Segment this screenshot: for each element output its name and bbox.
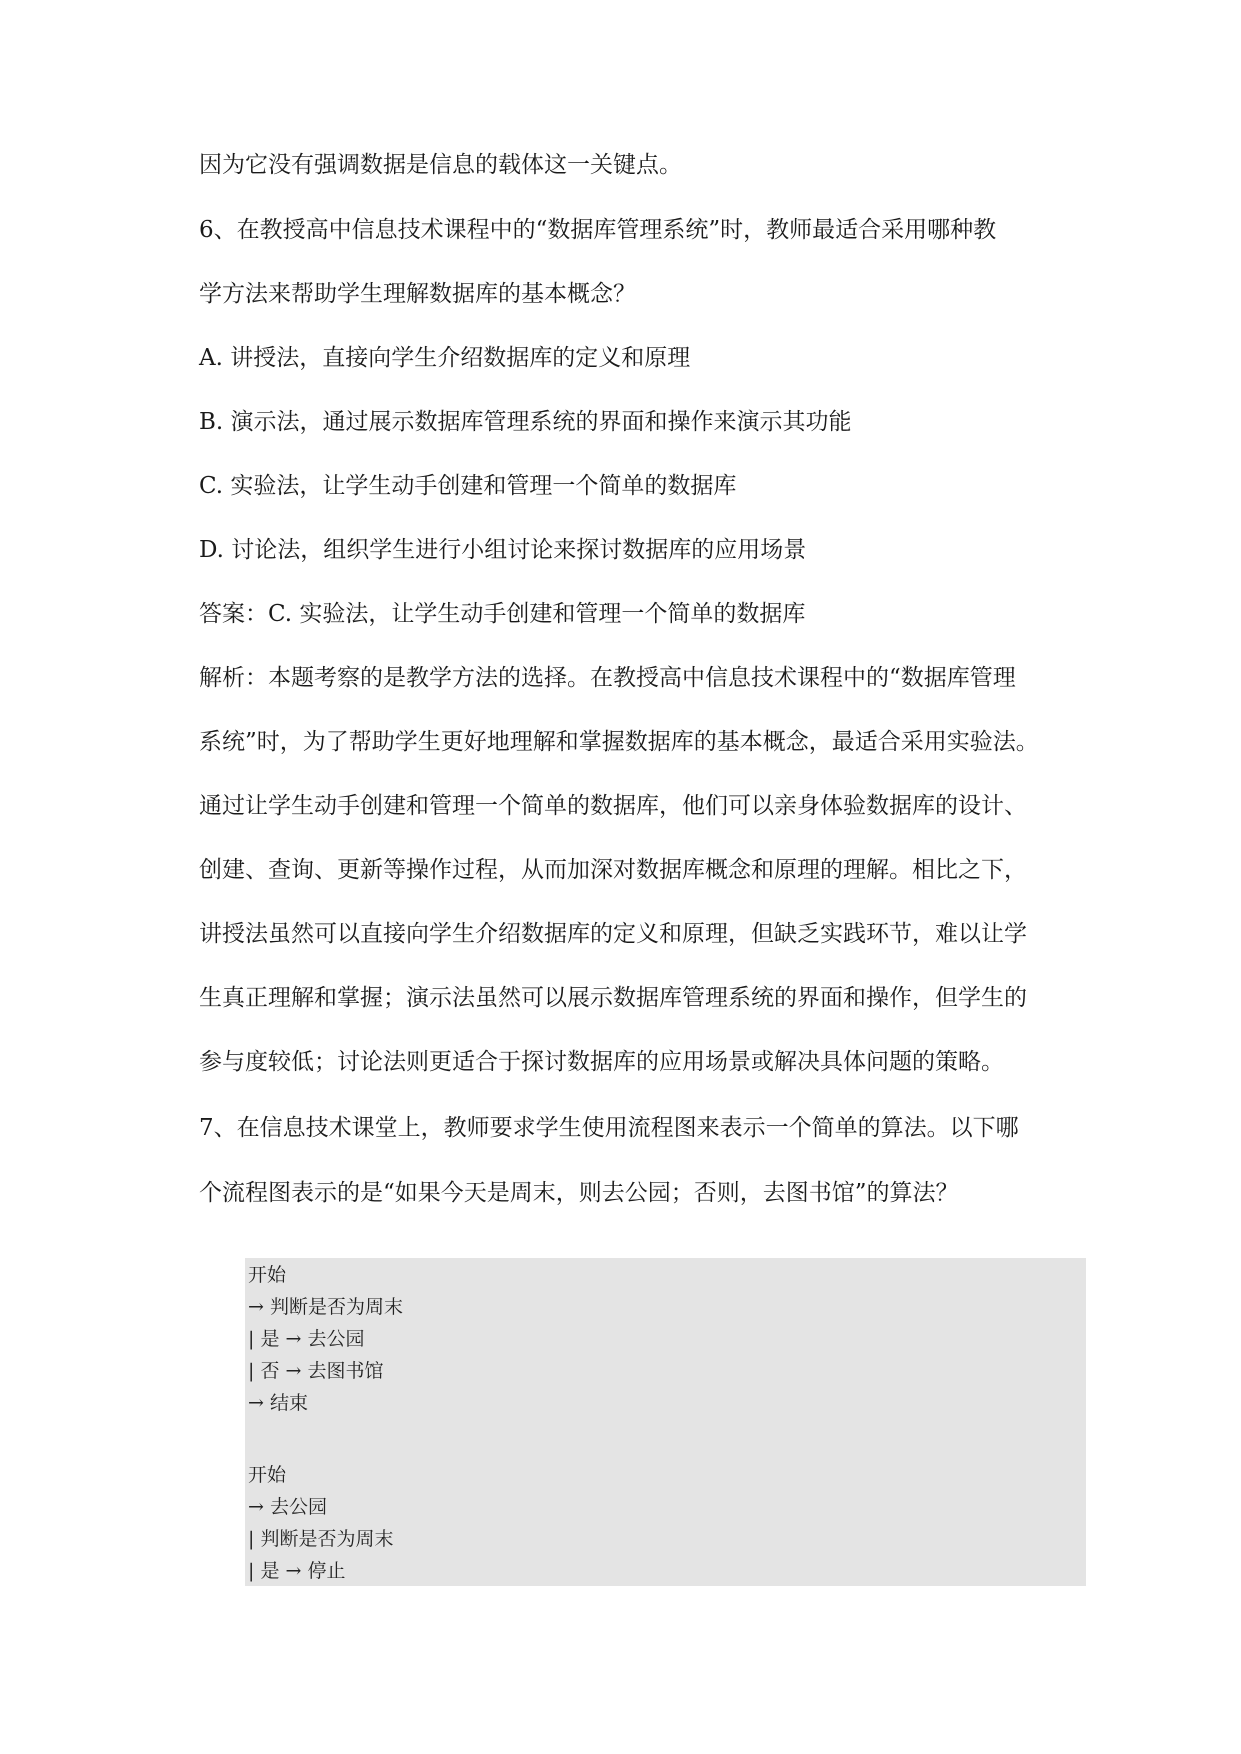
explanation-line: 系统”时，为了帮助学生更好地理解和掌握数据库的基本概念，最适合采用实验法。: [199, 729, 1039, 755]
answer: 答案：C. 实验法，让学生动手创建和管理一个简单的数据库: [199, 601, 806, 627]
explanation-line: 生真正理解和掌握；演示法虽然可以展示数据库管理系统的界面和操作，但学生的: [199, 985, 1027, 1011]
flowchart-line: → 去公园: [248, 1496, 327, 1518]
flowchart-line: | 判断是否为周末: [248, 1528, 394, 1550]
explanation-line: 参与度较低；讨论法则更适合于探讨数据库的应用场景或解决具体问题的策略。: [199, 1049, 1004, 1075]
flowchart-line: | 是 → 去公园: [248, 1328, 365, 1350]
question-stem-line: 学方法来帮助学生理解数据库的基本概念？: [199, 281, 636, 307]
explanation-line: 通过让学生动手创建和管理一个简单的数据库，他们可以亲身体验数据库的设计、: [199, 793, 1027, 819]
question-stem-line: 6、在教授高中信息技术课程中的“数据库管理系统”时，教师最适合采用哪种教: [199, 217, 997, 243]
flowchart-code-block: [245, 1258, 1086, 1586]
option-d: D. 讨论法，组织学生进行小组讨论来探讨数据库的应用场景: [199, 537, 807, 563]
question-stem-line: 7、在信息技术课堂上，教师要求学生使用流程图来表示一个简单的算法。以下哪: [199, 1115, 1019, 1141]
question-stem-line: 个流程图表示的是“如果今天是周末，则去公园；否则，去图书馆”的算法？: [199, 1180, 959, 1206]
explanation-line: 解析：本题考察的是教学方法的选择。在教授高中信息技术课程中的“数据库管理: [199, 665, 1016, 691]
explanation-line: 讲授法虽然可以直接向学生介绍数据库的定义和原理，但缺乏实践环节，难以让学: [199, 921, 1027, 947]
option-a: A. 讲授法，直接向学生介绍数据库的定义和原理: [199, 345, 691, 371]
flowchart-line: 开始: [248, 1464, 287, 1486]
option-b: B. 演示法，通过展示数据库管理系统的界面和操作来演示其功能: [199, 409, 852, 435]
flowchart-line: | 否 → 去图书馆: [248, 1360, 384, 1382]
flowchart-line: → 判断是否为周末: [248, 1296, 403, 1318]
explanation-line: 创建、查询、更新等操作过程，从而加深对数据库概念和原理的理解。相比之下，: [199, 857, 1027, 883]
flowchart-line: 开始: [248, 1264, 287, 1286]
flowchart-line: → 结束: [248, 1392, 308, 1414]
flowchart-line: | 是 → 停止: [248, 1560, 346, 1582]
option-c: C. 实验法，让学生动手创建和管理一个简单的数据库: [199, 473, 737, 499]
previous-explanation-tail: 因为它没有强调数据是信息的载体这一关键点。: [199, 152, 682, 178]
